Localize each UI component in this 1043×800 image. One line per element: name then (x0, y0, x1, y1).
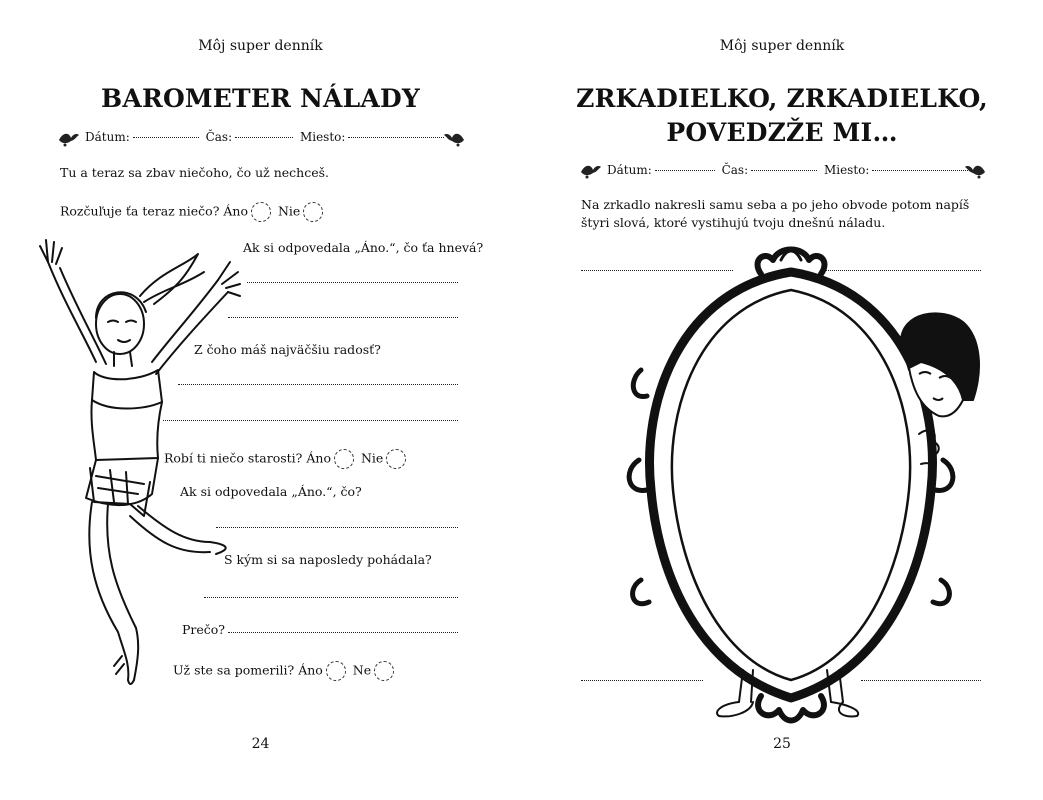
question-reconciled: Už ste sa pomerili? Áno Ne (173, 661, 397, 681)
time-field[interactable] (235, 137, 293, 138)
time-label: Čas: (205, 130, 233, 144)
place-label: Miesto: (823, 163, 870, 177)
page-title: BAROMETER NÁLADY (101, 84, 420, 113)
answer-circle-no[interactable] (386, 449, 406, 469)
date-label: Dátum: (85, 130, 130, 144)
instruction-line1: Na zrkadlo nakresli samu seba a po jeho obvode potom napíš (581, 197, 970, 212)
question-why: Prečo? (182, 622, 226, 637)
date-label: Dátum: (607, 163, 652, 177)
instruction-line2: štyri slová, ktoré vystihujú tvoju dnešnú náladu. (581, 215, 886, 230)
answer-circle-no[interactable] (374, 661, 394, 681)
place-field[interactable] (348, 137, 444, 138)
page-number: 25 (773, 736, 791, 752)
bird-ornament-icon (442, 128, 466, 148)
question-upset-follow: Ak si odpovedala „Áno.“, čo ťa hnevá? (243, 240, 484, 255)
running-head: Môj super denník (198, 38, 323, 54)
left-page (0, 0, 521, 800)
question-quarrel: S kým si sa naposledy pohádala? (224, 552, 432, 567)
place-label: Miesto: (299, 130, 346, 144)
question-upset: Rozčuľuje ťa teraz niečo? Áno Nie (60, 202, 326, 222)
answer-circle-yes[interactable] (334, 449, 354, 469)
answer-line[interactable] (216, 527, 458, 528)
question-joy: Z čoho máš najväčšiu radosť? (194, 342, 381, 357)
answer-circle-yes[interactable] (251, 202, 271, 222)
date-field[interactable] (655, 170, 715, 171)
girl-jumping-illustration (34, 232, 244, 692)
question-worry-follow: Ak si odpovedala „Áno.“, čo? (180, 484, 362, 499)
answer-circle-yes[interactable] (326, 661, 346, 681)
running-head: Môj super denník (719, 38, 845, 54)
answer-line[interactable] (247, 282, 458, 283)
place-field[interactable] (872, 170, 970, 171)
answer-circle-no[interactable] (303, 202, 323, 222)
answer-line[interactable] (228, 632, 458, 633)
meta-row (607, 163, 973, 177)
time-label: Čas: (721, 163, 749, 177)
meta-row (85, 130, 447, 144)
question-worry: Robí ti niečo starosti? Áno Nie (164, 449, 409, 469)
intro-text: Tu a teraz sa zbav niečoho, čo už nechceš. (60, 165, 330, 180)
ornate-mirror-illustration (601, 250, 981, 725)
date-field[interactable] (133, 137, 199, 138)
page-title-line1: ZRKADIELKO, ZRKADIELKO, (576, 84, 988, 113)
page-title-line2: POVEDZŽE MI… (666, 118, 898, 147)
answer-line[interactable] (228, 317, 458, 318)
right-page (521, 0, 1043, 800)
bird-ornament-icon (579, 160, 603, 180)
bird-ornament-icon (57, 128, 81, 148)
time-field[interactable] (751, 170, 817, 171)
page-number: 24 (251, 736, 270, 752)
bird-ornament-icon (963, 160, 987, 180)
